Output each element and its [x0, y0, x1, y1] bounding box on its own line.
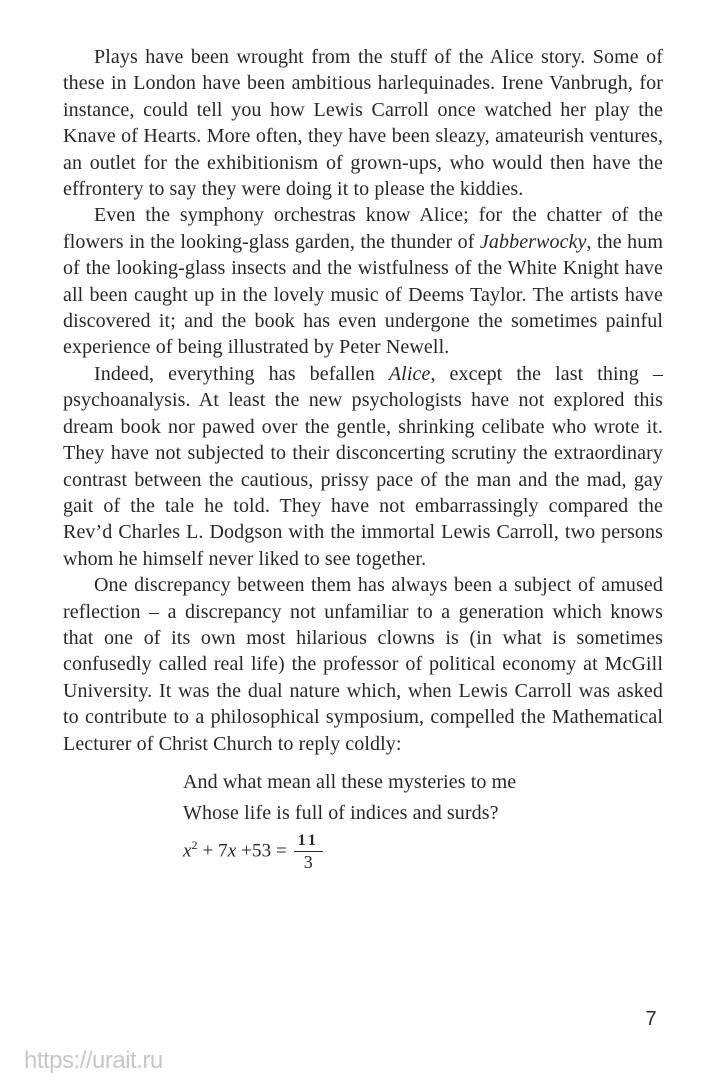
equation-fraction: [294, 832, 323, 872]
paragraph-orchestras: Even the symphony orchestras know Alice; for the chatter of the flowers in the looking-glass garden, the thunder of Jabberwocky, the hum of the looking-glass insects and the wistfulness of the White Knight have all been caught up in the lovely music of Deems Taylor. The artists have discovered it; and the book has even undergone the sometimes painful experience of being illustrated by Peter Newell.: [63, 204, 664, 359]
equation-middle-1: + 7: [197, 840, 228, 862]
equation-middle-2: +53 =: [236, 840, 292, 862]
equation-variable-2: x: [227, 840, 237, 862]
paragraph-plays: Plays have been wrought from the stuff of the Alice story. Some of these in London have been ambitious harlequinades. Irene Vanbrugh, for instance, could tell you how Lewis Carroll once watched her play the Knave of Hearts. More often, they have been sleazy, amateurish ventures, an outlet for the exhibitionism of grown-ups, who would then have the effrontery to say they were doing it to please the kiddies.: [63, 46, 663, 201]
verse-block: [63, 767, 663, 872]
equation: [183, 832, 663, 872]
fraction-numerator: 11: [294, 832, 323, 852]
paragraph-discrepancy: One discrepancy between them has always been a subject of amused reflection – a discrepancy not unfamiliar to a generation which knows that one of its own most hilarious clowns is (in what is sometimes confusedly called real life) the professor of political economy at McGill University. It was the dual nature which, when Lewis Carroll was asked to contribute to a philosophical symposium, compelled the Mathematical Lecturer of Christ Church to reply coldly:: [63, 574, 663, 755]
verse-line-1: And what mean all these mysteries to me: [183, 770, 517, 793]
verse-line-2: Whose life is full of indices and surds?: [183, 801, 499, 824]
page-number: 7: [645, 1008, 657, 1030]
equation-exponent: 2: [191, 838, 198, 853]
body-text: [63, 44, 663, 872]
paragraph-psychoanalysis: Indeed, everything has befallen Alice, except the last thing – psychoanalysis. At least the new psychologists have not explored this dream book nor pawed over the gentle, shrinking celibate who wrote it. They have not subjected to their disconcerting scrutiny the extraordinary contrast between the cautious, prissy pace of the man and the mad, gay gait of the tale he told. They have not embarrassingly compared the Rev’d Charles L. Dodgson with the immortal Lewis Carroll, two persons whom he himself never liked to see together.: [63, 362, 663, 570]
watermark-url: https://urait.ru: [24, 1047, 163, 1074]
equation-variable: x: [183, 840, 192, 862]
fraction-denominator: 3: [303, 851, 313, 872]
